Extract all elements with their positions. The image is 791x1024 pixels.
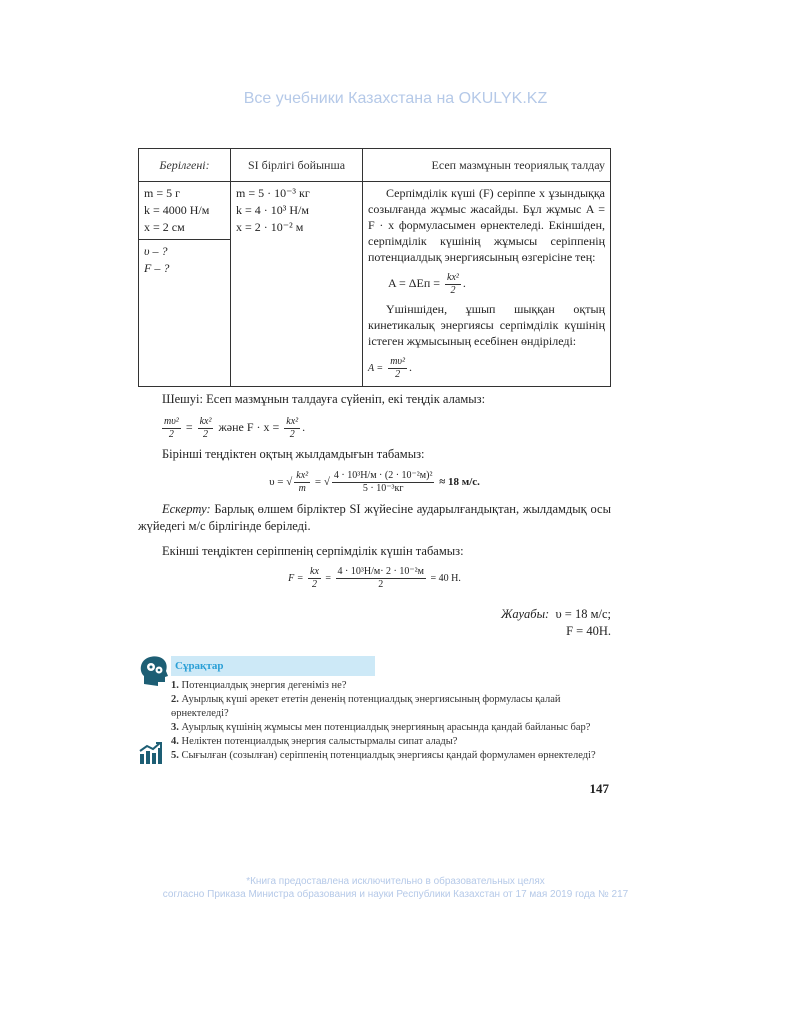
- eq1-num1: mυ²: [164, 415, 179, 427]
- footer-note: [0, 875, 791, 921]
- formula-1-num: kx²: [447, 271, 459, 283]
- formula-2-left: A =: [368, 363, 384, 374]
- eq1-num3: kx²: [286, 415, 299, 427]
- unknown-f: F – ?: [144, 261, 170, 275]
- question-item: 5. Сығылған (созылған) серіппенің потенциалдық энергиясы қандай формуламен өрнектеледі?: [171, 750, 596, 761]
- eq1-num2: kx²: [199, 415, 212, 427]
- eq2-right: ≈ 18 м/с.: [439, 476, 480, 488]
- analysis-cell: [363, 182, 611, 387]
- equation-2: [138, 467, 611, 497]
- footer-line-1: *Книга предоставлена исключительно в образовательных целях: [246, 876, 545, 887]
- solution-step-1: Бірінші теңдіктен оқтың жылдамдығын табамыз:: [162, 447, 425, 461]
- answer-label: Жауабы:: [500, 607, 550, 621]
- formula-1-den: 2: [450, 284, 456, 296]
- question-item: 2. Ауырлық күші әрекет ететін дененің потенциалдық энергиясының формуласы қалай өрнектеледі?: [171, 694, 561, 719]
- eq2-den1: m: [298, 482, 306, 494]
- header-analysis: Есеп мазмұнын теориялық талдау: [363, 149, 611, 182]
- eq3-num1: kx: [310, 566, 319, 578]
- questions-list: [171, 679, 611, 763]
- eq1-den3: 2: [289, 428, 295, 440]
- problem-table: [138, 148, 611, 387]
- question-item: 3. Ауырлық күшінің жұмысы мен потенциалдық энергияның арасында қандай байланыс бар?: [171, 722, 591, 733]
- formula-2-den: 2: [395, 368, 401, 380]
- eq1-den1: 2: [168, 428, 174, 440]
- questions-title: Сұрақтар: [171, 656, 375, 676]
- eq1-and: және F · x =: [218, 420, 280, 434]
- formula-1: A = ΔEп = $\frac{\text{kx²}}{2}$ .: [388, 271, 466, 296]
- header-given: Берілгені:: [139, 149, 231, 182]
- questions-section: [138, 656, 611, 763]
- head-gears-icon: [138, 654, 170, 688]
- question-item: 4. Неліктен потенциалдық энергия салыстырмалы сипат алады?: [171, 736, 458, 747]
- header-si: SI бірлігі бойынша: [231, 149, 363, 182]
- analysis-paragraph-1: Серпімділік күші (F) серіппе x ұзындыққа созылғанда жұмыс жасайды. Бұл жұмыс A = F · x формуласымен өрнектеледі. Екіншіден, серпімділік күшінің жұмысы серіппенің потенциалдық энергиясының өзгерісіне тең:: [368, 186, 605, 264]
- growth-chart-icon: [139, 742, 163, 764]
- note-text: Барлық өлшем бірліктер SI жүйесіне аударылғандықтан, жылдамдық осы жүйедегі м/с бірлігінде беріледі.: [138, 502, 611, 533]
- analysis-paragraph-2: Үшіншіден, ұшып шыққан оқтың кинетикалық энергиясы серпімділік күшінің істеген жұмысының есебінен өндіріледі:: [368, 302, 605, 348]
- answer-force: F = 40Н.: [566, 624, 611, 638]
- eq2-num2: 4 · 10³Н/м · (2 · 10⁻²м)²: [333, 469, 433, 481]
- si-cell: [231, 182, 363, 387]
- formula-2-num: mυ²: [390, 355, 405, 367]
- eq3-right: = 40 Н.: [430, 573, 461, 584]
- given-x: x = 2 см: [144, 220, 185, 234]
- si-x: x = 2 · 10⁻² м: [236, 220, 304, 234]
- answer: [138, 606, 611, 640]
- unknown-v: υ – ?: [144, 244, 168, 258]
- eq2-left: υ = √: [269, 476, 293, 488]
- eq2-den2: 5 · 10⁻³кг: [362, 482, 404, 494]
- eq3-num2: 4 · 10³Н/м· 2 · 10⁻²м: [337, 566, 424, 578]
- eq2-num1: kx²: [296, 469, 309, 481]
- given-cell: [139, 182, 231, 387]
- eq1-den2: 2: [203, 428, 209, 440]
- solution-step-2: Екінші теңдіктен серіппенің серпімділік күшін табамыз:: [162, 544, 464, 558]
- eq3-den2: 2: [378, 579, 384, 591]
- formula-2: A = $\frac{\text{mυ²}}{2}$ .: [368, 355, 412, 380]
- page-number: 147: [589, 781, 609, 796]
- given-k: k = 4000 Н/м: [144, 203, 210, 217]
- footer-line-2: согласно Приказа Министра образования и науки Республики Казахстан от 17 мая 2019 года № 217: [162, 889, 629, 900]
- page-content: [138, 148, 611, 797]
- eq3-den1: 2: [311, 579, 317, 591]
- note-label: Ескерту:: [162, 502, 211, 516]
- watermark: Все учебники Казахстана на OKULYK.KZ: [243, 90, 548, 107]
- question-item: 1. Потенциалдық энергия дегеніміз не?: [171, 680, 347, 691]
- eq2-mid: = √: [314, 476, 330, 488]
- equation-3: F = $\frac{kx}{2}$ = $\frac{\text{4 · 10³Н/м· 2 · 10⁻²м}}{2}$ = 40 Н.: [288, 566, 461, 591]
- solution-intro: Шешуі: Есеп мазмұнын талдауға сүйеніп, екі теңдік аламыз:: [162, 392, 486, 406]
- si-k: k = 4 · 10³ Н/м: [236, 203, 309, 217]
- eq3-left: F =: [288, 573, 304, 584]
- answer-velocity: υ = 18 м/с;: [555, 607, 611, 621]
- si-m: m = 5 · 10⁻³ кг: [236, 186, 310, 200]
- formula-1-left: A = ΔEп =: [388, 276, 441, 290]
- note: [138, 501, 611, 535]
- given-m: m = 5 г: [144, 186, 181, 200]
- equation-1: $\frac{\text{mυ²}}{2}$ = $\frac{\text{kx²}}{2}$ және F · x = $\frac{\text{kx²}}{2}$ .: [164, 415, 306, 440]
